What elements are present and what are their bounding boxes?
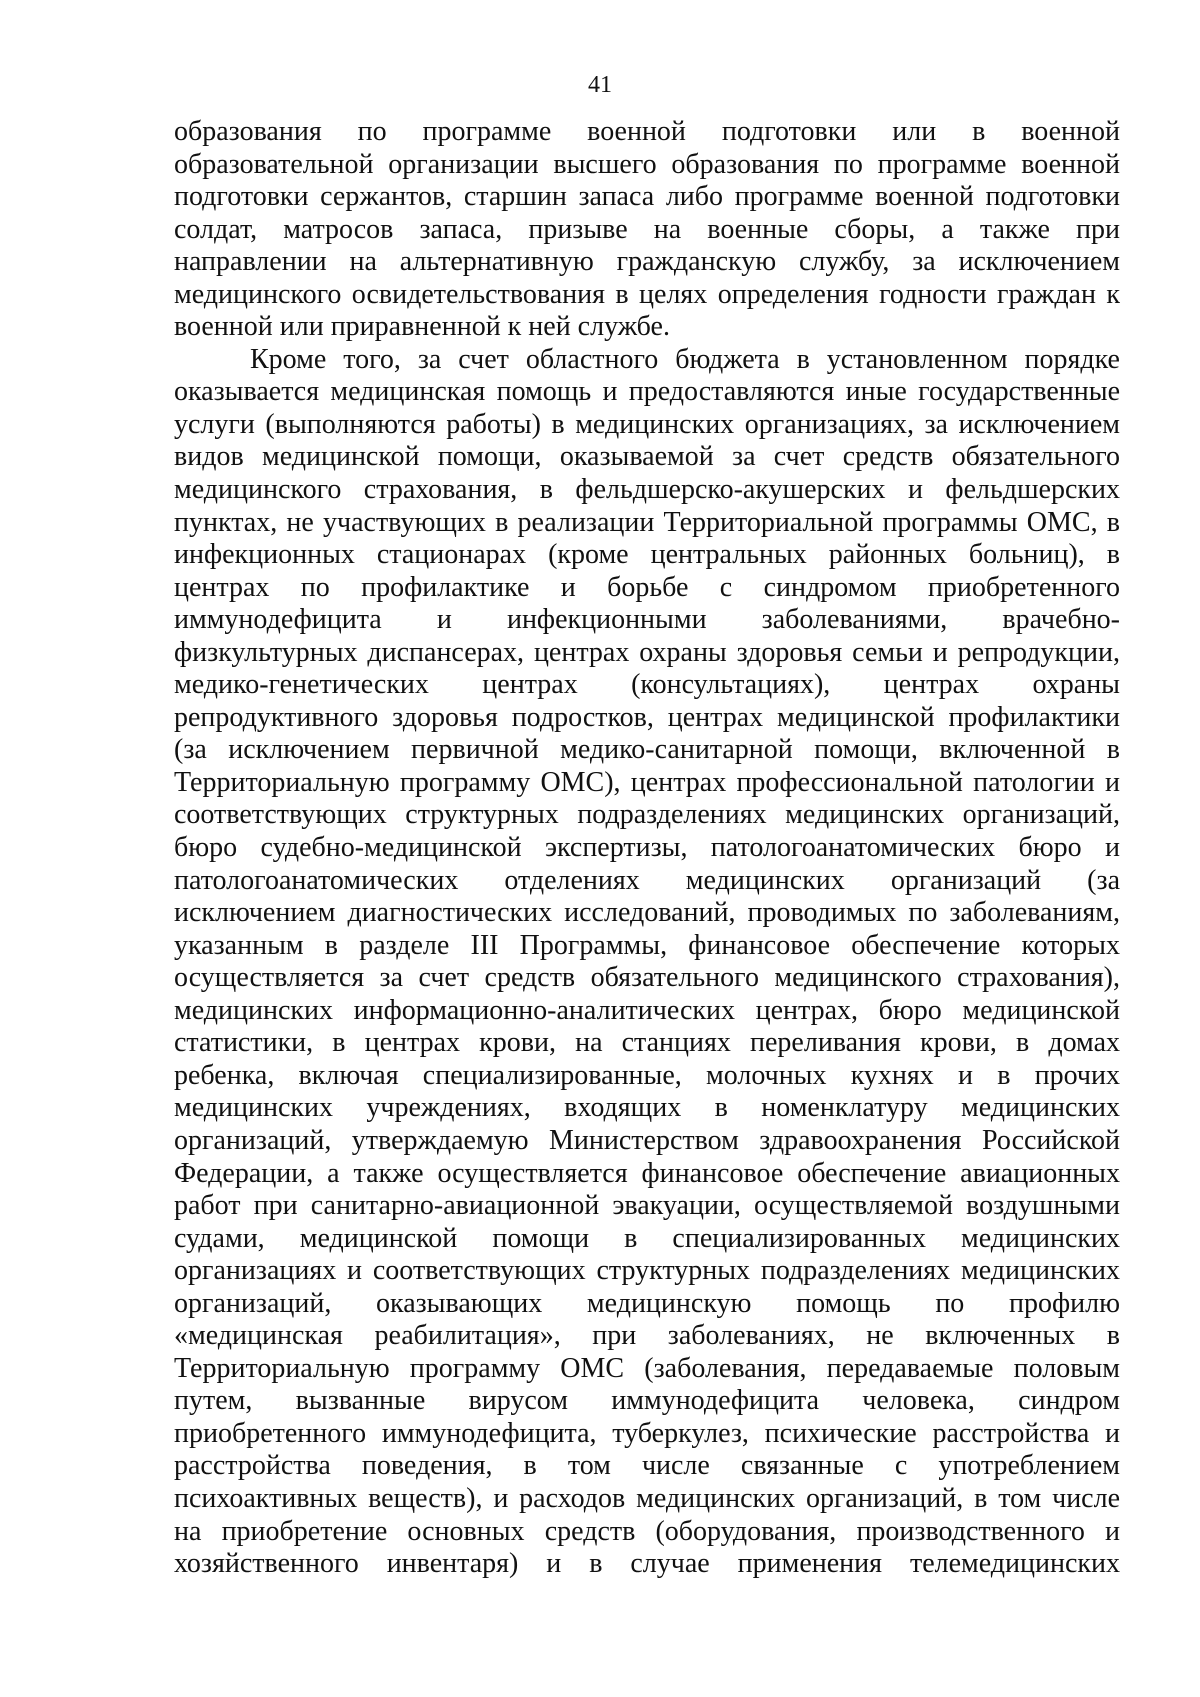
text-line: репродуктивного здоровья подростков, центрах медицинской профилактики: [174, 701, 1120, 733]
text-line: (за исключением первичной медико-санитарной помощи, включенной в: [174, 734, 1120, 766]
text-line: центрах по профилактике и борьбе с синдромом приобретенного: [174, 571, 1120, 603]
text-line: медицинского освидетельствования в целях определения годности граждан к: [174, 278, 1120, 310]
text-line: соответствующих структурных подразделениях медицинских организаций,: [174, 799, 1120, 831]
text-line: приобретенного иммунодефицита, туберкулез, психические расстройства и: [174, 1417, 1120, 1449]
text-line: бюро судебно-медицинской экспертизы, патологоанатомических бюро и: [174, 832, 1120, 864]
text-line: медико-генетических центрах (консультациях), центрах охраны: [174, 669, 1120, 701]
text-line: указанным в разделе III Программы, финансовое обеспечение которых: [174, 929, 1120, 961]
text-line: оказывается медицинская помощь и предоставляются иные государственные: [174, 376, 1120, 408]
text-line: судами, медицинской помощи в специализированных медицинских: [174, 1222, 1120, 1254]
text-line: Территориальную программу ОМС (заболевания, передаваемые половым: [174, 1352, 1120, 1384]
text-line: Федерации, а также осуществляется финансовое обеспечение авиационных: [174, 1157, 1120, 1189]
text-line: видов медицинской помощи, оказываемой за счет средств обязательного: [174, 441, 1120, 473]
text-line: исключением диагностических исследований, проводимых по заболеваниям,: [174, 897, 1120, 929]
text-line: организаций, утверждаемую Министерством здравоохранения Российской: [174, 1124, 1120, 1156]
text-line: услуги (выполняются работы) в медицинских организациях, за исключением: [174, 408, 1120, 440]
text-line: психоактивных веществ), и расходов медицинских организаций, в том числе: [174, 1482, 1120, 1514]
text-line: организациях и соответствующих структурных подразделениях медицинских: [174, 1255, 1120, 1287]
text-line: физкультурных диспансерах, центрах охраны здоровья семьи и репродукции,: [174, 636, 1120, 668]
text-line: патологоанатомических отделениях медицинских организаций (за: [174, 864, 1120, 896]
text-line: образования по программе военной подготовки или в военной: [174, 116, 1120, 147]
text-line: осуществляется за счет средств обязательного медицинского страхования),: [174, 962, 1120, 994]
text-line: Территориальную программу ОМС), центрах профессиональной патологии и: [174, 766, 1120, 798]
text-line: инфекционных стационарах (кроме центральных районных больниц), в: [174, 539, 1120, 571]
text-line: путем, вызванные вирусом иммунодефицита человека, синдром: [174, 1385, 1120, 1417]
text-line: ребенка, включая специализированные, молочных кухнях и в прочих: [174, 1059, 1120, 1091]
text-line: медицинских информационно-аналитических центрах, бюро медицинской: [174, 994, 1120, 1026]
text-line: иммунодефицита и инфекционными заболеваниями, врачебно-: [174, 604, 1120, 636]
body-text: [174, 116, 1120, 1581]
text-line: Кроме того, за счет областного бюджета в установленном порядке: [250, 343, 1120, 375]
text-line: солдат, матросов запаса, призыве на военные сборы, а также при: [174, 213, 1120, 245]
text-line: статистики, в центрах крови, на станциях переливания крови, в домах: [174, 1027, 1120, 1059]
text-line: расстройства поведения, в том числе связанные с употреблением: [174, 1450, 1120, 1482]
text-line: пунктах, не участвующих в реализации Территориальной программы ОМС, в: [174, 506, 1120, 538]
text-line: подготовки сержантов, старшин запаса либо программе военной подготовки: [174, 181, 1120, 213]
text-line: работ при санитарно-авиационной эвакуации, осуществляемой воздушными: [174, 1190, 1120, 1222]
text-line: хозяйственного инвентаря) и в случае применения телемедицинских: [174, 1548, 1120, 1580]
text-line: образовательной организации высшего образования по программе военной: [174, 148, 1120, 180]
text-line: военной или приравненной к ней службе.: [174, 311, 670, 343]
text-line: организаций, оказывающих медицинскую помощь по профилю: [174, 1287, 1120, 1319]
text-line: на приобретение основных средств (оборудования, производственного и: [174, 1515, 1120, 1547]
text-line: «медицинская реабилитация», при заболеваниях, не включенных в: [174, 1320, 1120, 1352]
text-line: медицинских учреждениях, входящих в номенклатуру медицинских: [174, 1092, 1120, 1124]
text-line: направлении на альтернативную гражданскую службу, за исключением: [174, 246, 1120, 278]
page-number: 41: [588, 72, 612, 98]
text-line: медицинского страхования, в фельдшерско-акушерских и фельдшерских: [174, 474, 1120, 506]
